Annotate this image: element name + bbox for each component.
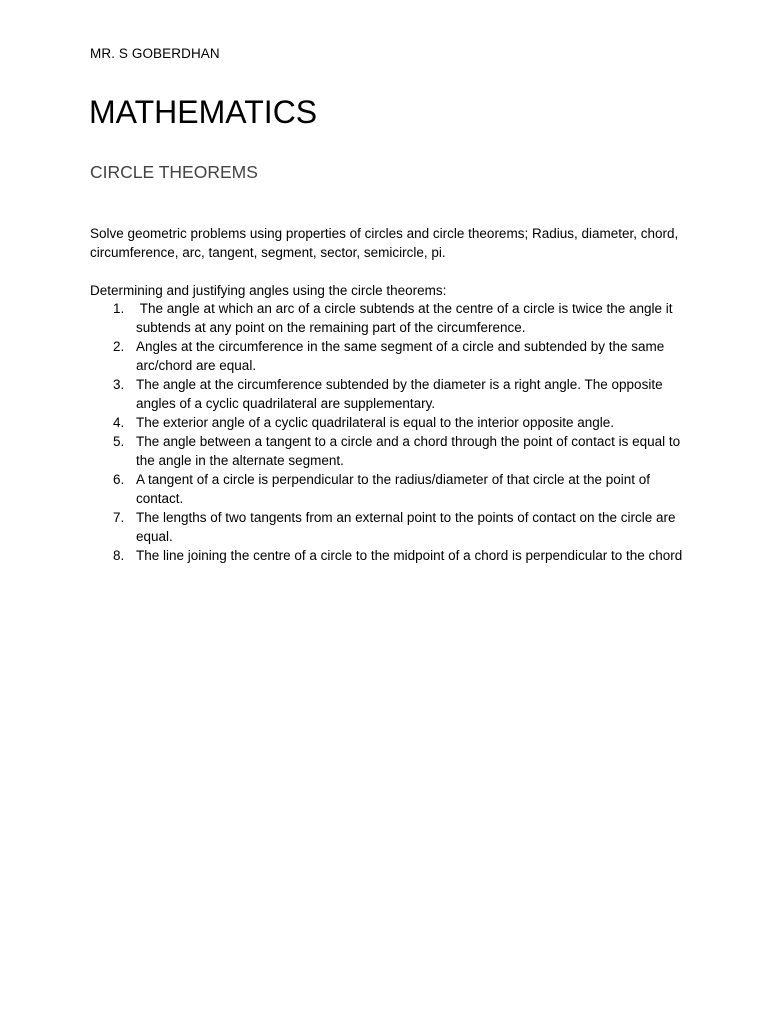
list-item [90,432,690,470]
list-item-number: 6. [113,472,125,487]
author-name: MR. S GOBERDHAN [90,46,220,61]
list-item-text: Angles at the circumference in the same segment of a circle and subtended by the same arc/chord are equal. [136,339,665,373]
list-item-number: 8. [113,548,125,563]
list-item [90,337,690,375]
list-item-text: The exterior angle of a cyclic quadrilateral is equal to the interior opposite angle. [136,415,615,430]
list-item-number: 2. [113,339,125,354]
document-title: MATHEMATICS [89,94,318,130]
document-subtitle: CIRCLE THEOREMS [90,162,258,182]
list-item-number: 1. [113,301,125,316]
theorems-lead: Determining and justifying angles using the circle theorems: [90,283,447,298]
list-item-number: 7. [113,510,125,525]
list-item [90,546,690,565]
list-item [90,470,690,508]
list-item-number: 4. [113,415,125,430]
list-item-text: A tangent of a circle is perpendicular to the radius/diameter of that circle at the point of contact. [136,472,651,506]
list-item [90,375,690,413]
list-item-text: The line joining the centre of a circle to the midpoint of a chord is perpendicular to the chord [136,548,683,563]
list-item-text: The angle at which an arc of a circle subtends at the centre of a circle is twice the angle it subtends at any point on the remaining part of the circumference. [136,301,677,335]
list-item [90,413,690,432]
list-item [90,508,690,546]
list-item-number: 3. [113,377,125,392]
list-item-text: The lengths of two tangents from an external point to the points of contact on the circle are equal. [136,510,676,544]
list-item-number: 5. [113,434,125,449]
list-item [90,299,690,337]
list-item-text: The angle between a tangent to a circle and a chord through the point of contact is equal to the angle in the alternate segment. [136,434,681,468]
list-item-text: The angle at the circumference subtended by the diameter is a right angle. The opposite angles of a cyclic quadrilateral are supplementary. [136,377,663,411]
intro-paragraph: Solve geometric problems using properties of circles and circle theorems; Radius, diameter, chord, circumference, arc, tangent, segment, sector, semicircle, pi. [90,226,679,260]
theorem-list [90,299,690,565]
